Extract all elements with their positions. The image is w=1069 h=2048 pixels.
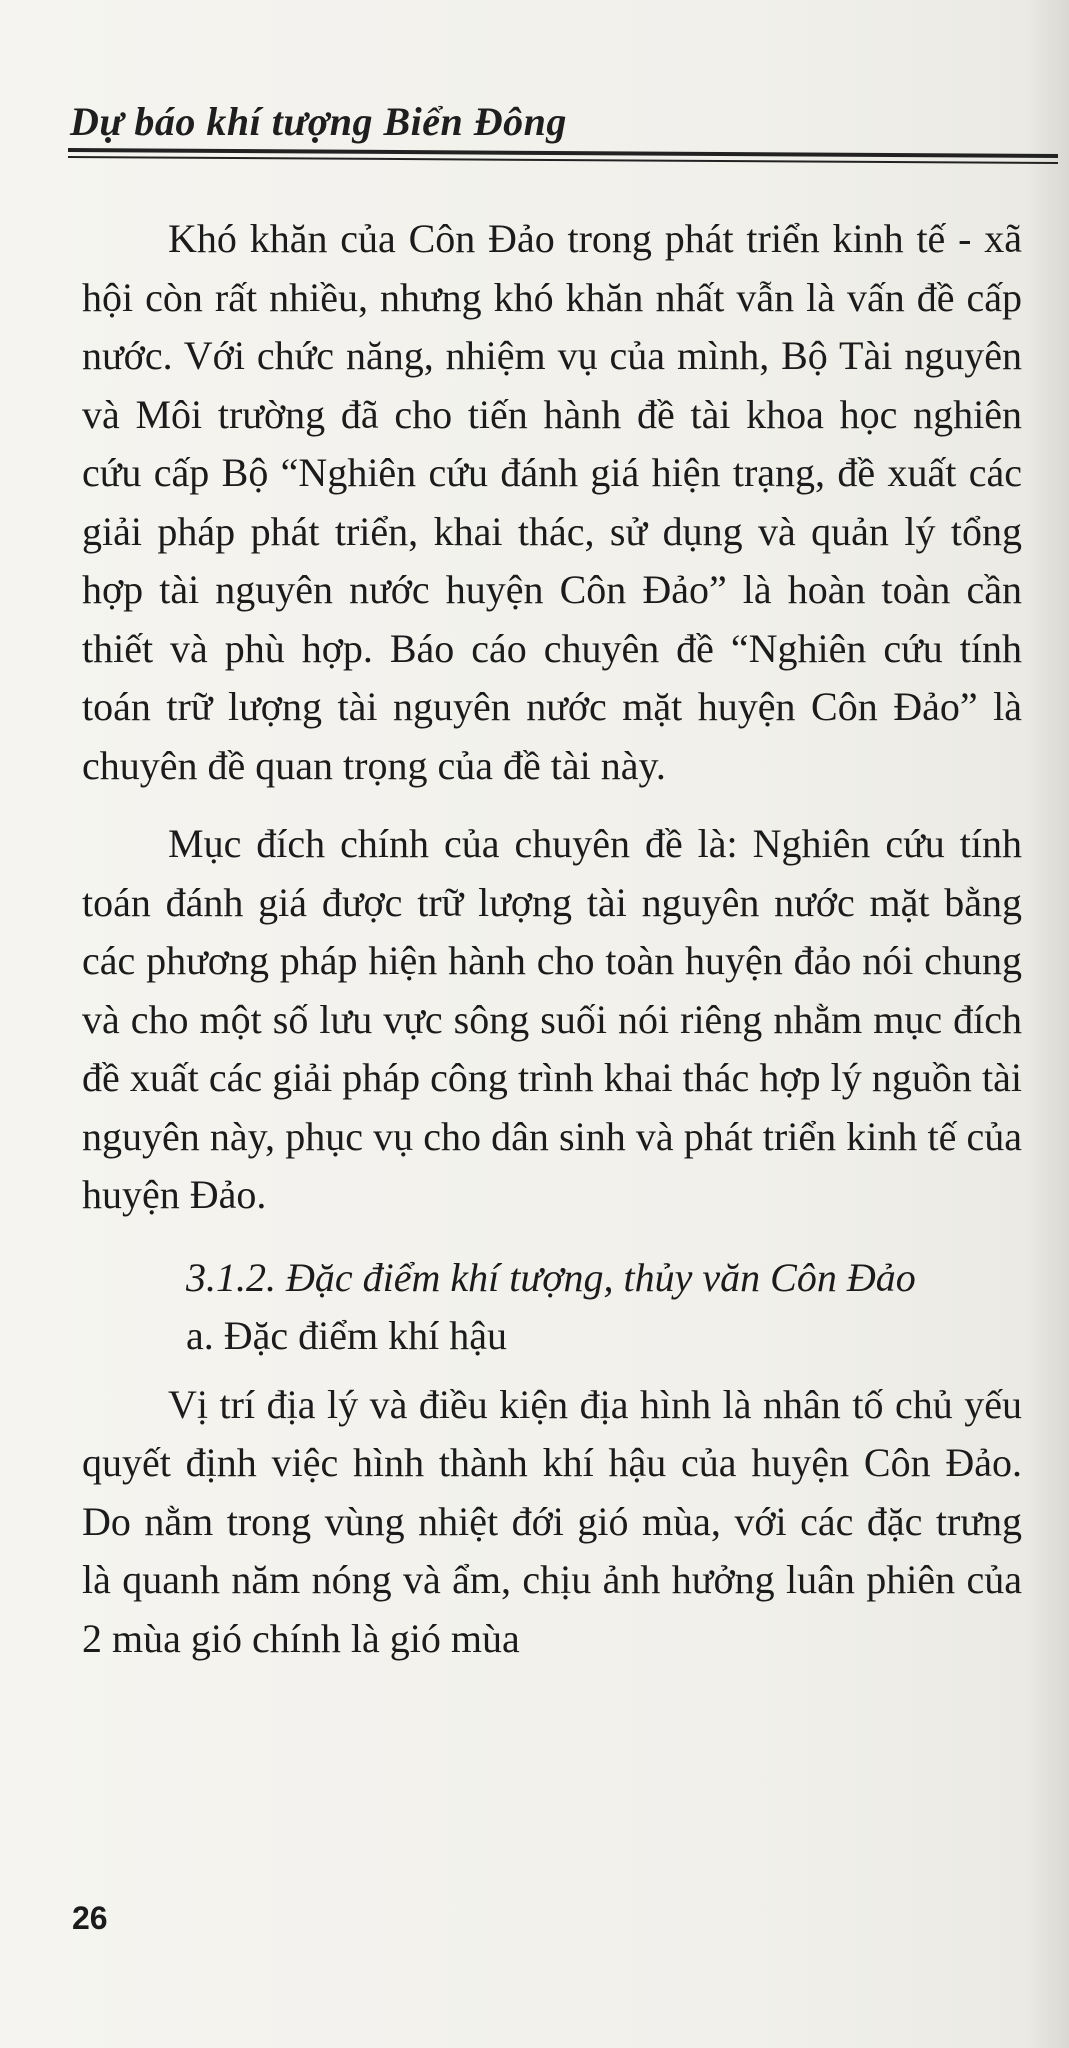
paragraph-1: Khó khăn của Côn Đảo trong phát triển kinh tế - xã hội còn rất nhiều, nhưng khó khăn nhất vẫn là vấn đề cấp nước. Với chức năng, nhiệm vụ của mình, Bộ Tài nguyên và Môi trường đã cho tiến hành đề tài khoa học nghiên cứu cấp Bộ “Nghiên cứu đánh giá hiện trạng, đề xuất các giải pháp phát triển, khai thác, sử dụng và quản lý tổng hợp tài nguyên nước huyện Côn Đảo” là hoàn toàn cần thiết và phù hợp. Báo cáo chuyên đề “Nghiên cứu tính toán trữ lượng tài nguyên nước mặt huyện Côn Đảo” là chuyên đề quan trọng của đề tài này. bbox=[82, 216, 1022, 788]
paragraph-2: Mục đích chính của chuyên đề là: Nghiên cứu tính toán đánh giá được trữ lượng tài nguyên nước mặt bằng các phương pháp hiện hành cho toàn huyện đảo nói chung và cho một số lưu vực sông suối nói riêng nhằm mục đích đề xuất các giải pháp công trình khai thác hợp lý nguồn tài nguyên này, phục vụ cho dân sinh và phát triển kinh tế của huyện Đảo. bbox=[82, 821, 1022, 1217]
body-text bbox=[82, 210, 1022, 1668]
sub-heading: a. Đặc điểm khí hậu bbox=[186, 1313, 507, 1358]
header-rule-thin bbox=[68, 156, 1058, 164]
page-number: 26 bbox=[72, 1900, 108, 1936]
section-heading: 3.1.2. Đặc điểm khí tượng, thủy văn Côn Đảo bbox=[186, 1254, 916, 1300]
paragraph-3: Vị trí địa lý và điều kiện địa hình là nhân tố chủ yếu quyết định việc hình thành khí hậu của huyện Côn Đảo. Do nằm trong vùng nhiệt đới gió mùa, với các đặc trưng là quanh năm nóng và ẩm, chịu ảnh hưởng luân phiên của 2 mùa gió chính là gió mùa bbox=[82, 1381, 1022, 1661]
running-head: Dự báo khí tượng Biển Đông bbox=[70, 99, 567, 144]
